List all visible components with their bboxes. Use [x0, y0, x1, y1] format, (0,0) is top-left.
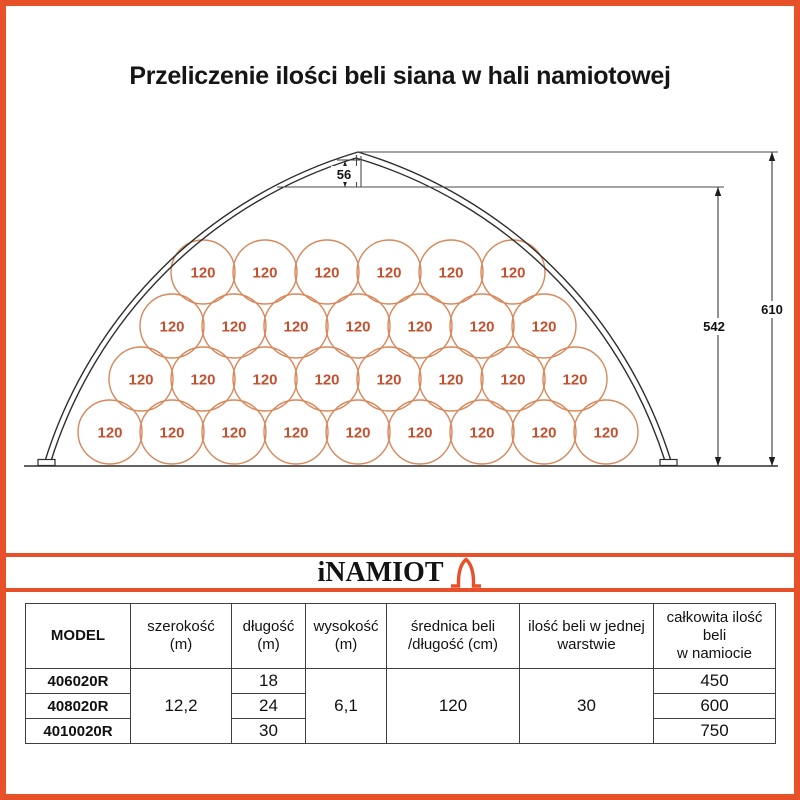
bale-label: 120 — [221, 424, 247, 442]
bale-label: 120 — [407, 318, 433, 336]
bale-label: 120 — [314, 264, 340, 282]
header-line: warstwie — [557, 636, 616, 653]
cell-calkowita-2: 600 — [654, 694, 776, 719]
table-header-row — [26, 604, 776, 669]
bale-label: 120 — [376, 264, 402, 282]
dim-610-label: 610 — [761, 302, 783, 317]
cell-dlugosc-3: 30 — [232, 719, 306, 744]
header-line: średnica beli — [410, 618, 496, 635]
bale-label: 120 — [159, 318, 185, 336]
page-title: Przeliczenie ilości beli siana w hali namiotowej — [129, 62, 671, 90]
header-srednica — [387, 604, 520, 669]
header-model — [26, 604, 131, 669]
bale-label: 120 — [314, 371, 340, 389]
header-wysokosc — [306, 604, 387, 669]
bale-label: 120 — [252, 371, 278, 389]
bale-label: 120 — [531, 318, 557, 336]
header-line: całkowita ilość beli — [666, 609, 763, 644]
ground-line — [24, 460, 778, 467]
cell-szerokosc: 12,2 — [131, 669, 232, 744]
bale-label: 120 — [159, 424, 185, 442]
header-line: (m) — [169, 636, 193, 653]
header-line: MODEL — [50, 627, 106, 644]
header-szerokosc — [131, 604, 232, 669]
bale-label: 120 — [283, 424, 309, 442]
cell-calkowita-3: 750 — [654, 719, 776, 744]
bale-label: 120 — [376, 371, 402, 389]
header-line: szerokość — [147, 618, 215, 635]
base-foot-right — [660, 460, 677, 466]
bale-label: 120 — [221, 318, 247, 336]
bale-label: 120 — [190, 371, 216, 389]
bale-label: 120 — [469, 424, 495, 442]
bale-label: 120 — [252, 264, 278, 282]
bale-label: 120 — [190, 264, 216, 282]
spec-table — [25, 603, 776, 744]
cell-srednica: 120 — [387, 669, 520, 744]
tent-arch — [45, 152, 671, 461]
tent-arch-icon — [449, 557, 483, 589]
bale-label: 120 — [97, 424, 123, 442]
cell-wysokosc: 6,1 — [306, 669, 387, 744]
header-dlugosc — [232, 604, 306, 669]
bale-label: 120 — [469, 318, 495, 336]
bale-label: 120 — [345, 318, 371, 336]
bale-label: 120 — [531, 424, 557, 442]
bale-label: 120 — [345, 424, 371, 442]
header-line: długość — [242, 618, 295, 635]
bale-label: 120 — [407, 424, 433, 442]
brand-band — [0, 553, 800, 592]
header-line: wysokość — [313, 618, 379, 635]
cell-ilosc-warstwie: 30 — [520, 669, 654, 744]
bale-label: 120 — [562, 371, 588, 389]
cell-dlugosc-2: 24 — [232, 694, 306, 719]
header-line: (m) — [257, 636, 280, 653]
bales-group — [78, 240, 638, 464]
cell-model-3: 4010020R — [26, 719, 131, 744]
cell-calkowita-1: 450 — [654, 669, 776, 694]
dim-56-label: 56 — [336, 167, 352, 182]
cell-dlugosc-1: 18 — [232, 669, 306, 694]
header-ilosc-warstwie — [520, 604, 654, 669]
bale-label: 120 — [438, 264, 464, 282]
bale-label: 120 — [500, 264, 526, 282]
dim-542-label: 542 — [703, 319, 725, 334]
logo-text: iNAMIOT — [317, 556, 444, 588]
bale-label: 120 — [128, 371, 154, 389]
header-line: ilość beli w jednej — [528, 618, 645, 635]
dimension-56 — [331, 160, 360, 187]
cell-model-1: 406020R — [26, 669, 131, 694]
dimension-610 — [753, 152, 791, 466]
dimension-542 — [695, 187, 733, 466]
header-line: w namiocie — [676, 645, 753, 662]
base-foot-left — [38, 460, 55, 466]
cell-model-2: 408020R — [26, 694, 131, 719]
bale-label: 120 — [593, 424, 619, 442]
header-line: /długość (cm) — [407, 636, 499, 653]
bale-label: 120 — [438, 371, 464, 389]
bale-label: 120 — [500, 371, 526, 389]
bale-label: 120 — [283, 318, 309, 336]
header-calkowita — [654, 604, 776, 669]
header-line: (m) — [334, 636, 358, 653]
table-row — [26, 669, 776, 694]
